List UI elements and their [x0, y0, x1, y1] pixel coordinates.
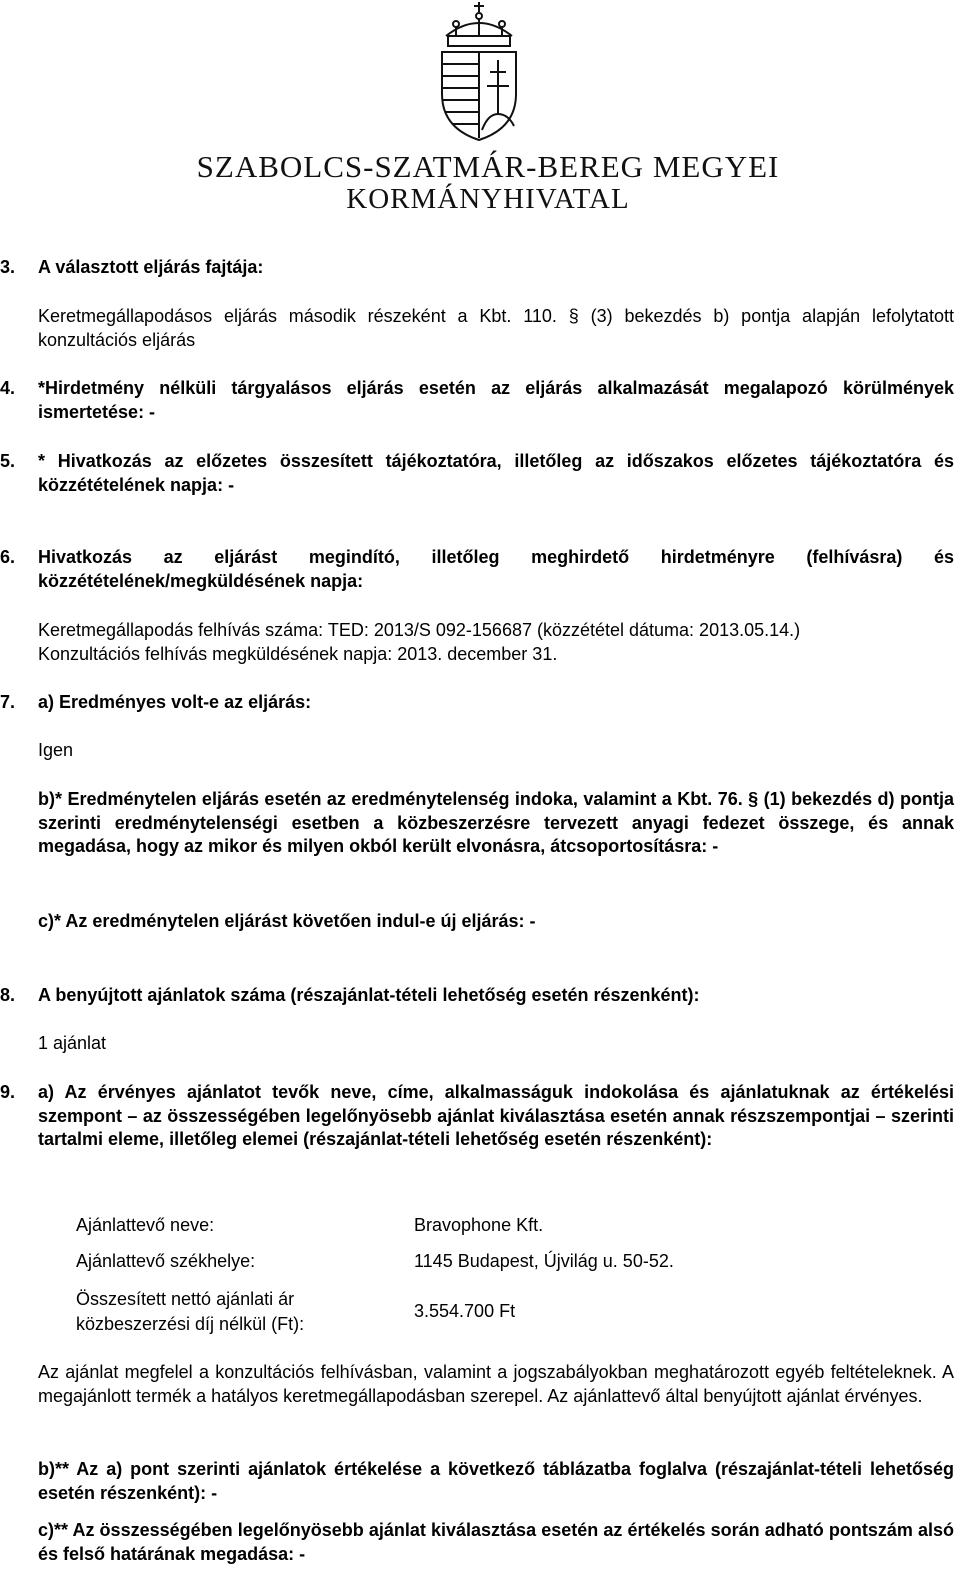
bidder-price-label-line1: Összesített nettó ajánlati ár: [76, 1289, 295, 1309]
section-5-number: 5.: [0, 451, 16, 471]
section-9-note: Az ajánlat megfelel a konzultációs felhívásban, valamint a jogszabályokban meghatározott egyéb feltételeknek. A megajánlott termék a hatályos keretmegállapodásban szerepel. Az ajánlattevő által benyújtott ajánlat érvényes.: [38, 1362, 954, 1406]
section-6-number: 6.: [0, 547, 16, 567]
section-4-title: *Hirdetmény nélküli tárgyalásos eljárás esetén az eljárás alkalmazását megalapozó körülmények ismertetése: -: [38, 378, 954, 422]
section-9b-title: b)** Az a) pont szerinti ajánlatok értékelése a következő táblázatba foglalva (részajánlat-tételi lehetőség esetén részenként): -: [38, 1459, 954, 1503]
section-3-title: A választott eljárás fajtája:: [38, 257, 264, 277]
section-8-value: 1 ajánlat: [38, 1033, 107, 1053]
coat-of-arms-icon: [436, 2, 522, 142]
section-9-number: 9.: [0, 1082, 16, 1102]
bidder-address-value: 1145 Budapest, Újvilág u. 50-52.: [414, 1251, 674, 1271]
section-4-number: 4.: [0, 378, 16, 398]
section-6-title: Hivatkozás az eljárást megindító, illetőleg meghirdető hirdetményre (felhívásra) és közzétételének/megküldésének napja:: [38, 547, 954, 591]
bidder-price-value: 3.554.700 Ft: [414, 1301, 516, 1321]
org-name-line1: SZABOLCS-SZATMÁR-BEREG MEGYEI: [196, 149, 780, 184]
bidder-name-label: Ajánlattevő neve:: [76, 1215, 215, 1235]
section-7c-title: c)* Az eredménytelen eljárást követően indul-e új eljárás: -: [38, 911, 536, 931]
bidder-address-label: Ajánlattevő székhelye:: [76, 1251, 256, 1271]
section-9c-title: c)** Az összességében legelőnyösebb ajánlat kiválasztása esetén az értékelés során adható pontszám alsó és felső határának megadása: -: [38, 1520, 954, 1564]
section-3-number: 3.: [0, 257, 16, 277]
section-7-number: 7.: [0, 692, 16, 712]
section-5-title: * Hivatkozás az előzetes összesített tájékoztatóra, illetőleg az időszakos előzetes tájékoztatóra és közzétételének napja: -: [38, 451, 954, 495]
letterhead: [0, 0, 960, 220]
org-name-line2: KORMÁNYHIVATAL: [346, 183, 630, 215]
section-8-title: A benyújtott ajánlatok száma (részajánlat-tételi lehetőség esetén részenként):: [38, 985, 700, 1005]
section-7a-value: Igen: [38, 740, 74, 760]
bidder-name-value: Bravophone Kft.: [414, 1215, 544, 1235]
section-6-sent-line: Konzultációs felhívás megküldésének napja: 2013. december 31.: [38, 644, 558, 664]
section-7a-title: a) Eredményes volt-e az eljárás:: [38, 692, 312, 712]
section-6-notice-line: Keretmegállapodás felhívás száma: TED: 2013/S 092-156687 (közzététel dátuma: 2013.05.14.): [38, 620, 801, 640]
section-3-body: Keretmegállapodásos eljárás második részeként a Kbt. 110. § (3) bekezdés b) pontja alapján lefolytatott konzultációs eljárás: [38, 306, 954, 350]
bidder-price-label-line2: közbeszerzési díj nélkül (Ft):: [76, 1314, 305, 1334]
section-7b-title: b)* Eredménytelen eljárás esetén az eredménytelenség indoka, valamint a Kbt. 76. § (1) bekezdés d) pontja szerinti eredménytelenségi esetben a közbeszerzésre tervezett anyagi fedezet összege, és annak megadása, hogy az mikor és milyen okból került elvonásra, átcsoportosításra: -: [38, 789, 954, 856]
section-9a-title: a) Az érvényes ajánlatot tevők neve, címe, alkalmasságuk indokolása és ajánlatuknak az értékelési szempont – az összességében legelőnyösebb ajánlat kiválasztása esetén annak részszempontjai – szerinti tartalmi eleme, illetőleg elemei (részajánlat-tételi lehetőség esetén részenként):: [38, 1082, 954, 1149]
section-8-number: 8.: [0, 985, 16, 1005]
